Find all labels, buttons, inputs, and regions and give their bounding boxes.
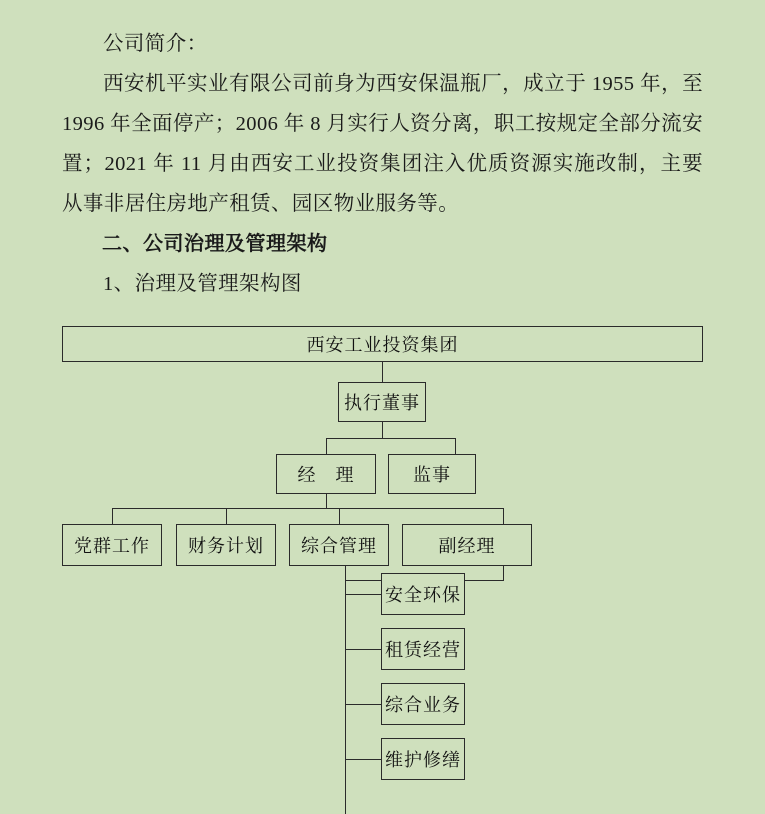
connector-manager-split	[112, 508, 503, 509]
connector-deputy-spine	[345, 566, 346, 814]
connector-to-maintain	[345, 759, 381, 760]
connector-manager-down	[326, 494, 327, 508]
section-heading: 二、公司治理及管理架构	[102, 233, 328, 255]
connector-director-split	[326, 438, 456, 439]
org-node-manager[interactable]: 经 理	[276, 454, 376, 494]
connector-to-finance	[226, 508, 227, 524]
connector-to-general	[339, 508, 340, 524]
intro-label: 公司简介：	[103, 33, 208, 55]
org-node-party-work[interactable]: 党群工作	[62, 524, 162, 566]
org-node-group[interactable]: 西安工业投资集团	[62, 326, 703, 362]
org-node-executive-director[interactable]: 执行董事	[338, 382, 426, 422]
connector-to-business	[345, 704, 381, 705]
connector-to-deputy	[503, 508, 504, 524]
org-node-finance-plan[interactable]: 财务计划	[176, 524, 276, 566]
org-node-safety-environment[interactable]: 安全环保	[381, 573, 465, 615]
org-node-supervisor[interactable]: 监事	[388, 454, 476, 494]
org-node-maintenance-repair[interactable]: 维护修缮	[381, 738, 465, 780]
org-node-leasing-operation[interactable]: 租赁经营	[381, 628, 465, 670]
org-node-general-management[interactable]: 综合管理	[289, 524, 389, 566]
company-intro-paragraph: 西安机平实业有限公司前身为西安保温瓶厂，成立于 1955 年，至 1996 年全面停产；2006 年 8 月实行人资分离，职工按规定全部分流安置；2021 年 11 月由西安工业投资集团注入优质资源实施改制，主要从事非居住房地产租赁、园区物业服务等。	[62, 73, 703, 215]
connector-director-down	[382, 422, 383, 438]
connector-group-director	[382, 360, 383, 382]
connector-to-manager	[326, 438, 327, 454]
org-chart	[62, 318, 703, 770]
connector-to-safety	[345, 594, 381, 595]
connector-to-party	[112, 508, 113, 524]
org-node-deputy-manager[interactable]: 副经理	[402, 524, 532, 566]
connector-deputy-down	[503, 566, 504, 580]
section-subheading: 1、治理及管理架构图	[103, 273, 302, 295]
connector-to-supervisor	[455, 438, 456, 454]
connector-to-lease	[345, 649, 381, 650]
org-node-comprehensive-business[interactable]: 综合业务	[381, 683, 465, 725]
